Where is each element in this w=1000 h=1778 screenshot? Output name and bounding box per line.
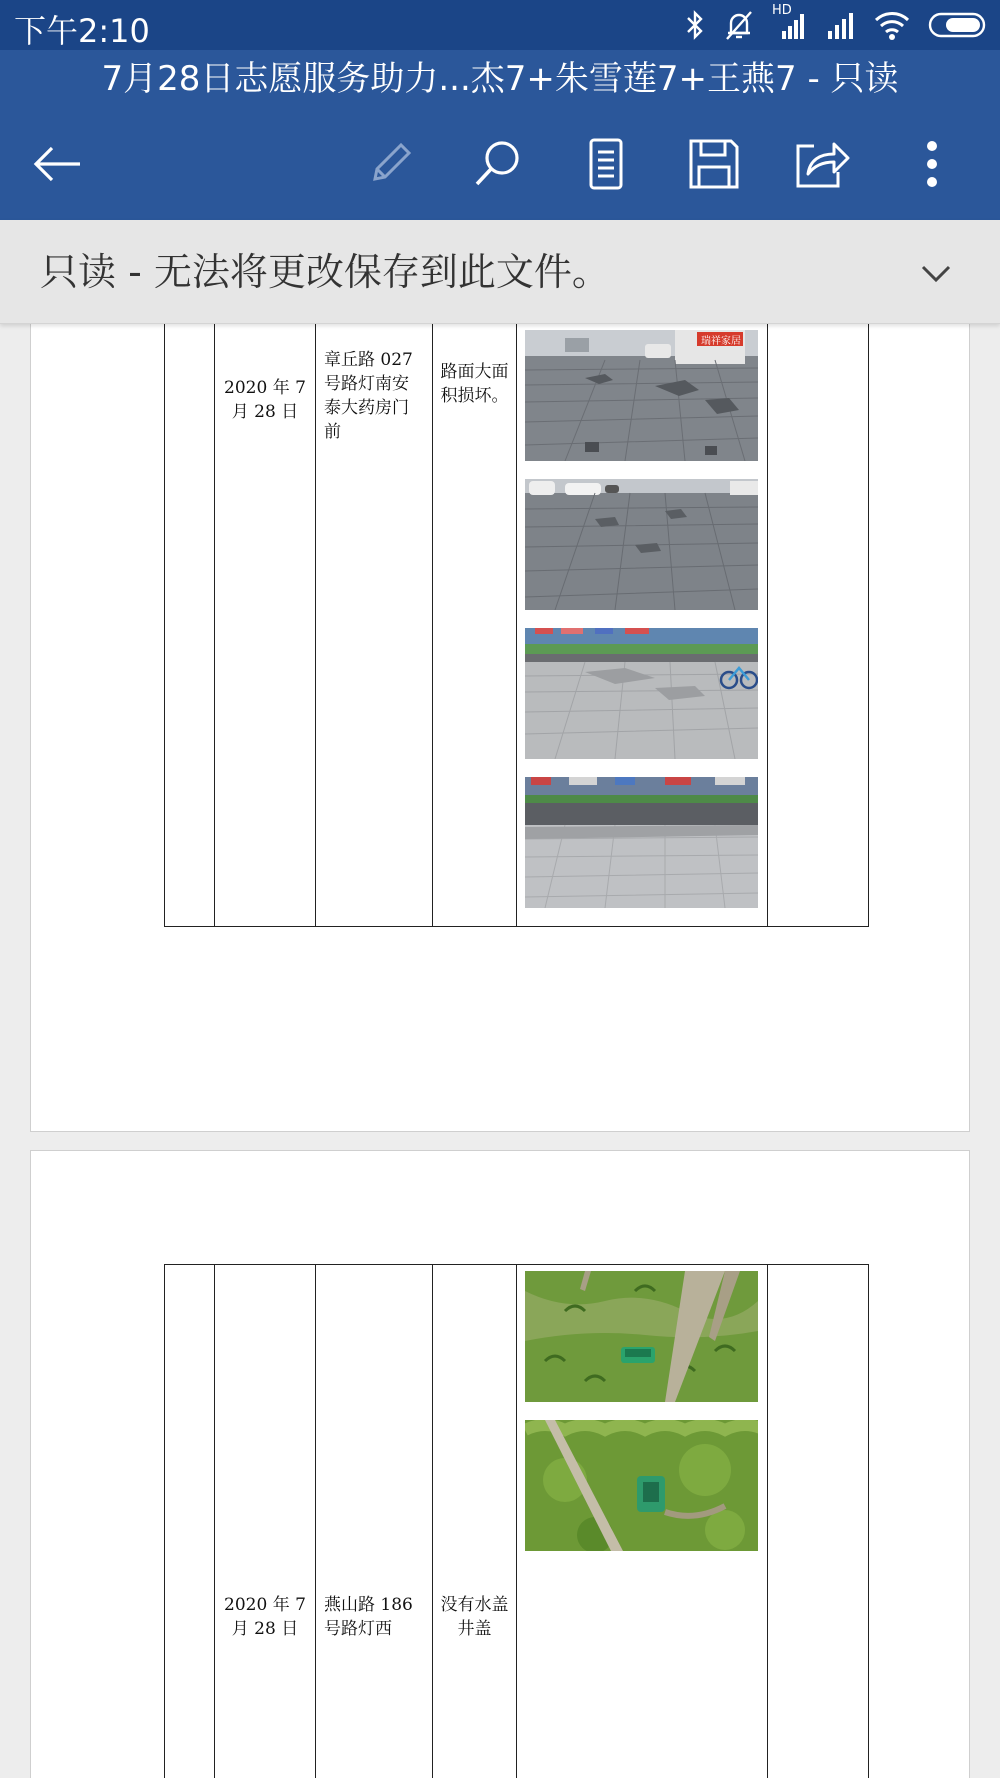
save-icon	[687, 137, 741, 191]
empty-cell	[768, 1265, 869, 1778]
edit-button[interactable]	[356, 130, 424, 198]
signal-hd-icon	[772, 3, 808, 41]
table-row	[165, 324, 869, 927]
reading-view-button[interactable]	[572, 130, 640, 198]
empty-cell	[165, 324, 215, 927]
more-options-button[interactable]	[898, 130, 966, 198]
problem-cell: 没有水盖井盖	[433, 1265, 517, 1778]
photo-cell	[517, 324, 768, 927]
back-button[interactable]	[24, 130, 92, 198]
missing-cover-photo	[525, 1420, 758, 1551]
wifi-icon	[874, 9, 910, 41]
photo-cell	[517, 1265, 768, 1778]
damaged-pavement-photo	[525, 330, 758, 461]
problem-cell: 路面大面积损坏。	[433, 324, 517, 927]
empty-cell	[165, 1265, 215, 1778]
date-cell: 2020 年 7 月 28 日	[215, 1265, 316, 1778]
status-bar	[0, 0, 1000, 50]
expand-banner-button[interactable]	[916, 254, 956, 294]
damaged-pavement-photo	[525, 628, 758, 759]
more-icon	[925, 140, 939, 188]
chevron-down-icon	[920, 264, 952, 284]
document-page	[30, 324, 970, 1132]
photo-sign-text: 瑞祥家居	[701, 336, 741, 347]
reading-view-icon	[586, 137, 626, 191]
location-cell: 章丘路 027 号路灯南安泰大药房门前	[316, 324, 433, 927]
network-badge: HD	[772, 3, 792, 18]
inspection-table	[164, 1264, 869, 1778]
share-button[interactable]	[788, 130, 856, 198]
search-button[interactable]	[464, 130, 532, 198]
inspection-table	[164, 324, 869, 927]
status-icons	[684, 3, 988, 42]
document-canvas[interactable]	[0, 324, 1000, 1778]
location-cell: 燕山路 186 号路灯西	[316, 1265, 433, 1778]
bell-off-icon	[724, 9, 754, 41]
damaged-pavement-photo	[525, 777, 758, 908]
damaged-pavement-photo	[525, 479, 758, 610]
readonly-message: 只读 - 无法将更改保存到此文件。	[40, 250, 610, 294]
search-icon	[472, 138, 524, 190]
signal-icon	[826, 9, 856, 41]
document-page	[30, 1150, 970, 1778]
share-icon	[794, 138, 850, 190]
bluetooth-icon	[684, 9, 706, 41]
document-title: 7月28日志愿服务助力...杰7+朱雪莲7+王燕7 - 只读	[101, 59, 899, 99]
status-time: 下午2:10	[14, 12, 150, 50]
date-cell: 2020 年 7 月 28 日	[215, 324, 316, 927]
missing-cover-photo	[525, 1271, 758, 1402]
back-arrow-icon	[32, 144, 84, 184]
battery-icon	[928, 9, 988, 41]
edit-pencil-icon	[365, 139, 415, 189]
empty-cell	[768, 324, 869, 927]
document-title-bar	[0, 50, 1000, 108]
save-button[interactable]	[680, 130, 748, 198]
table-row	[165, 1265, 869, 1778]
app-toolbar	[0, 108, 1000, 220]
readonly-banner	[0, 220, 1000, 324]
